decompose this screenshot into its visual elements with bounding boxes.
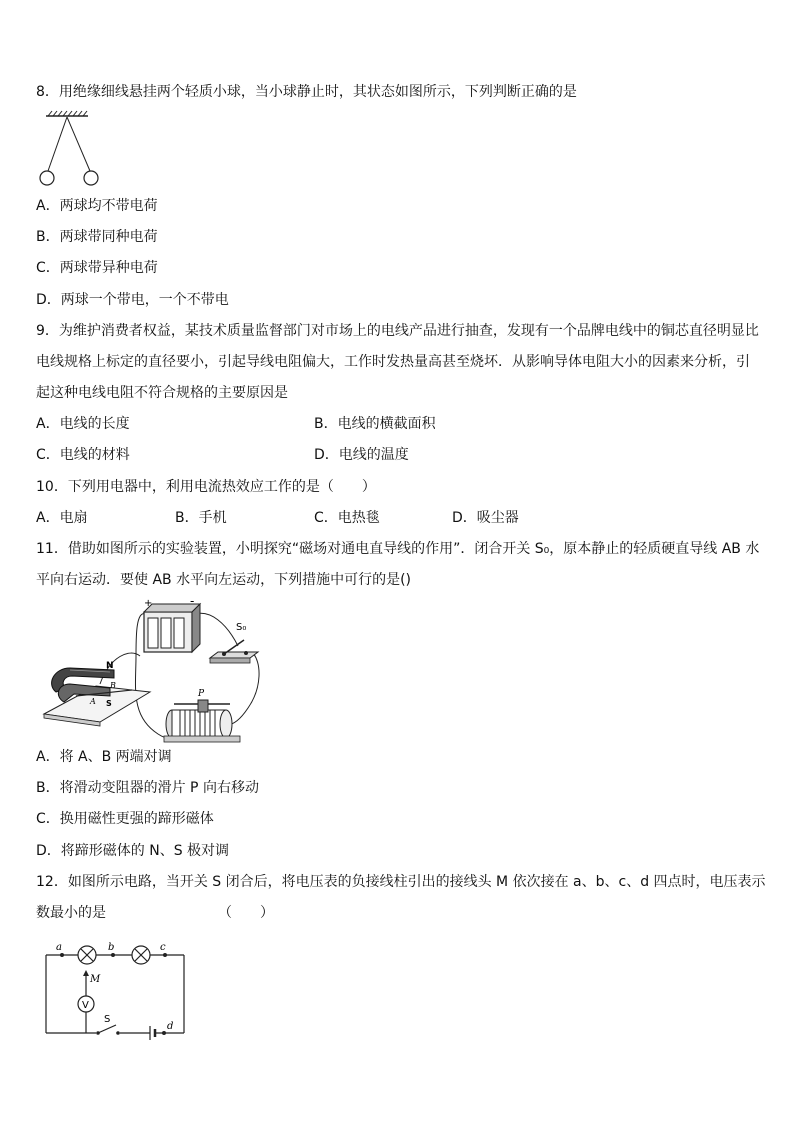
minus-label: - xyxy=(190,596,195,608)
q10-option-c: C．电热毯 xyxy=(314,510,380,526)
q11-stem-line-2: 平向右运动．要使 AB 水平向左运动，下列措施中可行的是() xyxy=(36,572,412,588)
right-ball xyxy=(84,171,98,185)
node-b xyxy=(111,953,115,957)
q11-option-c: C．换用磁性更强的蹄形磁体 xyxy=(36,811,214,827)
q9-option-a: A．电线的长度 xyxy=(36,416,130,432)
q8-figure xyxy=(34,110,104,190)
lamp-1-icon xyxy=(78,946,96,964)
probe-m-label: M xyxy=(90,974,101,985)
plus-label: + xyxy=(144,598,153,609)
rheostat-icon xyxy=(164,700,240,742)
node-d xyxy=(162,1031,166,1035)
cell-icon xyxy=(150,1026,155,1040)
q9-stem-line-3: 起这种电线电阻不符合规格的主要原因是 xyxy=(36,385,288,401)
south-pole-label: S xyxy=(106,699,112,708)
switch-icon xyxy=(210,640,258,663)
q12-stem-line-1: 12．如图所示电路，当开关 S 闭合后，将电压表的负接线柱引出的接线头 M 依次接在 a、b、c、d 四点时，电压表示 xyxy=(36,874,766,890)
q8-stem: 8．用绝缘细线悬挂两个轻质小球，当小球静止时，其状态如图所示，下列判断正确的是 xyxy=(36,84,577,100)
switch-s-icon xyxy=(96,1025,120,1035)
left-thread xyxy=(48,117,67,171)
q8-option-d: D．两球一个带电，一个不带电 xyxy=(36,292,229,308)
node-c-label: c xyxy=(160,942,166,953)
probe-arrow-icon xyxy=(83,970,89,976)
q10-option-a: A．电扇 xyxy=(36,510,88,526)
q10-option-d: D．吸尘器 xyxy=(452,510,519,526)
q11-stem-line-1: 11．借助如图所示的实验装置，小明探究“磁场对通电直导线的作用”．闭合开关 S₀，原本静止的轻质硬直导线 AB 水 xyxy=(36,541,760,557)
q9-option-b: B．电线的横截面积 xyxy=(314,416,436,432)
point-a-label: A xyxy=(90,697,96,706)
node-a-label: a xyxy=(56,942,62,953)
q8-option-a: A．两球均不带电荷 xyxy=(36,198,158,214)
q12-stem-line-2: 数最小的是 xyxy=(36,905,106,921)
q11-apparatus-figure xyxy=(40,596,272,746)
voltmeter-label: V xyxy=(82,1000,89,1011)
q9-option-d: D．电线的温度 xyxy=(314,447,409,463)
point-b-label: B xyxy=(110,681,116,690)
switch-label: S₀ xyxy=(236,622,247,633)
q11-option-a: A．将 A、B 两端对调 xyxy=(36,749,172,765)
node-c xyxy=(163,953,167,957)
q12-circuit-figure xyxy=(40,940,190,1040)
q11-option-b: B．将滑动变阻器的滑片 P 向右移动 xyxy=(36,780,259,796)
left-ball xyxy=(40,171,54,185)
north-pole-label: N xyxy=(106,661,114,671)
q9-stem-line-1: 9．为维护消费者权益，某技术质量监督部门对市场上的电线产品进行抽查，发现有一个品牌电线中的铜芯直径明显比 xyxy=(36,323,759,339)
right-thread xyxy=(67,117,90,171)
node-d-label: d xyxy=(167,1021,174,1032)
q8-option-c: C．两球带异种电荷 xyxy=(36,260,158,276)
q10-stem: 10．下列用电器中，利用电流热效应工作的是（ ） xyxy=(36,479,376,495)
q8-option-b: B．两球带同种电荷 xyxy=(36,229,158,245)
q9-stem-line-2: 电线规格上标定的直径要小，引起导线电阻偏大，工作时发热量高甚至烧坏．从影响导体电阻大小的因素来分析，引 xyxy=(36,354,750,370)
switch-s-label: S xyxy=(104,1014,111,1025)
battery-icon xyxy=(144,604,200,652)
q9-option-c: C．电线的材料 xyxy=(36,447,130,463)
lamp-2-icon xyxy=(132,946,150,964)
q12-answer-blank: （ ） xyxy=(218,905,274,921)
q10-option-b: B．手机 xyxy=(175,510,227,526)
node-b-label: b xyxy=(108,942,115,953)
node-a xyxy=(60,953,64,957)
slider-p-label: P xyxy=(198,689,205,699)
q11-option-d: D．将蹄形磁体的 N、S 极对调 xyxy=(36,843,230,859)
